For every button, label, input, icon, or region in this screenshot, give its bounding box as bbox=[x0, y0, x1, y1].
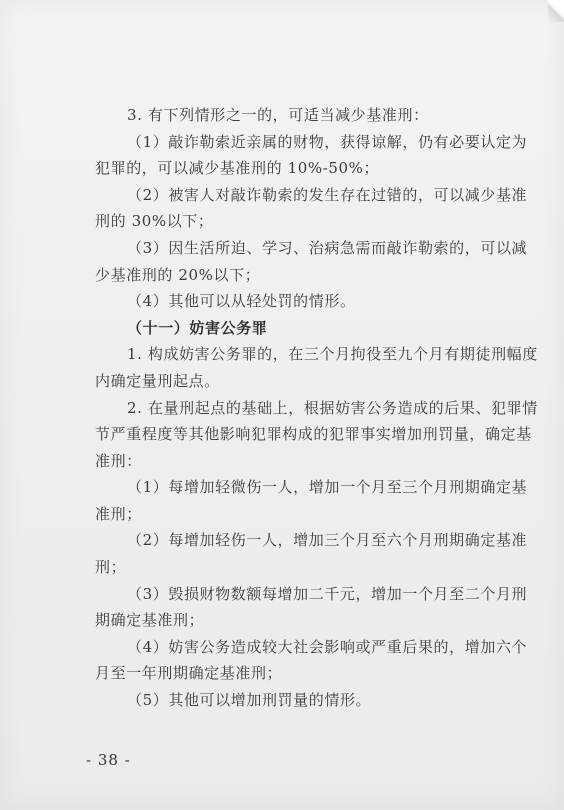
paragraph-2-line-3: 准刑： bbox=[95, 452, 142, 470]
page-number: - 38 - bbox=[86, 751, 131, 769]
item-3-line-1: （3）因生活所迫、学习、治病急需而敲诈勒索的，可以减 bbox=[127, 239, 528, 257]
paragraph-2-line-2: 节严重程度等其他影响犯罪构成的犯罪事实增加刑罚量，确定基 bbox=[95, 425, 532, 443]
page-corner bbox=[548, 0, 564, 22]
rule-2-line-2: 刑； bbox=[95, 558, 127, 576]
section-heading: （十一）妨害公务罪 bbox=[127, 319, 268, 337]
paragraph-1-line-1: 1. 构成妨害公务罪的，在三个月拘役至九个月有期徒刑幅度 bbox=[127, 345, 538, 363]
paragraph-1-line-2: 内确定量刑起点。 bbox=[95, 372, 220, 390]
rule-3-line-1: （3）毁损财物数额每增加二千元，增加一个月至二个月刑 bbox=[127, 585, 528, 603]
item-1-line-2: 犯罪的，可以减少基准刑的 10%-50%； bbox=[95, 159, 380, 177]
item-2-line-1: （2）被害人对敲诈勒索的发生存在过错的，可以减少基准 bbox=[127, 186, 528, 204]
item-1-line-1: （1）敲诈勒索近亲属的财物，获得谅解，仍有必要认定为 bbox=[127, 133, 528, 151]
rule-3-line-2: 期确定基准刑； bbox=[95, 611, 205, 629]
item-2-line-2: 刑的 30%以下； bbox=[95, 212, 214, 230]
paragraph-3-heading: 3. 有下列情形之一的，可适当减少基准刑： bbox=[127, 106, 429, 124]
rule-2-line-1: （2）每增加轻伤一人，增加三个月至六个月刑期确定基准 bbox=[127, 531, 528, 549]
paragraph-2-line-1: 2. 在量刑起点的基础上，根据妨害公务造成的后果、犯罪情 bbox=[127, 399, 538, 417]
rule-5-line: （5）其他可以增加刑罚量的情形。 bbox=[127, 691, 372, 709]
rule-4-line-2: 月至一年刑期确定基准刑； bbox=[95, 664, 283, 682]
rule-4-line-1: （4）妨害公务造成较大社会影响或严重后果的，增加六个 bbox=[127, 638, 528, 656]
rule-1-line-2: 准刑； bbox=[95, 505, 142, 523]
rule-1-line-1: （1）每增加轻微伤一人，增加一个月至三个月刑期确定基 bbox=[127, 478, 528, 496]
item-4-line: （4）其他可以从轻处罚的情形。 bbox=[127, 292, 356, 310]
item-3-line-2: 少基准刑的 20%以下； bbox=[95, 266, 261, 284]
